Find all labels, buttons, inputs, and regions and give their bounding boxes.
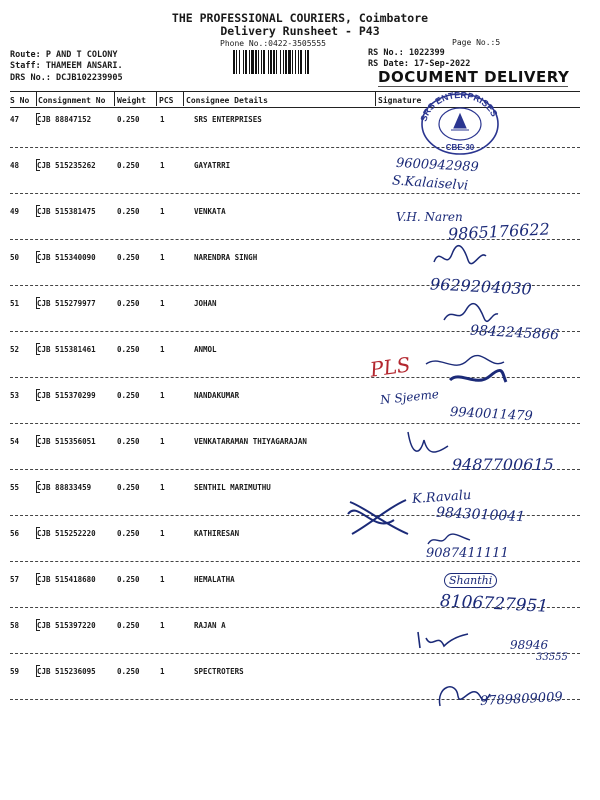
col-divider [183,92,184,106]
drs-number: DRS No.: DCJB102239905 [10,73,123,83]
col-consignee: Consignee Details [186,96,268,105]
cell-consignee: VENKATARAMAN THIYAGARAJAN [194,437,307,446]
stamp-top-text: SRS ENTERPRISES [418,90,500,123]
cell-pcs: 1 [160,115,165,124]
cell-consignee: NARENDRA SINGH [194,253,258,262]
cell-pcs: 1 [160,391,165,400]
handwritten-signature: K.Ravalu [411,487,472,508]
handwritten-signature: N Sjeeme [379,386,440,408]
cell-consignee: VENKATA [194,207,226,216]
cell-sno: 58 [10,621,20,630]
handwritten-phone: 9087411111 [426,546,509,561]
handwritten-phone: 9940011479 [449,404,534,425]
handwritten-scribble [430,244,490,270]
company-stamp [416,90,502,156]
handwritten-phone: 8106727951 [439,591,549,617]
cell-consignment: CJB 515235262 [37,161,96,170]
route: Route: P AND T COLONY [10,50,118,60]
handwritten-phone: 9487700615 [452,455,554,474]
consignment-bracket [36,573,40,585]
cell-consignment: CJB 515356051 [37,437,96,446]
cell-pcs: 1 [160,529,165,538]
row-separator [10,193,580,194]
handwritten-signature: Shanthi [444,573,497,588]
cell-consignee: NANDAKUMAR [194,391,240,400]
consignment-bracket [36,665,40,677]
cell-consignee: SRS ENTERPRISES [194,115,262,124]
cell-consignee: JOHAN [194,299,217,308]
cell-sno: 59 [10,667,20,676]
col-pcs: PCS [159,96,174,105]
cell-weight: 0.250 [117,529,140,538]
cell-consignee: HEMALATHA [194,575,235,584]
cell-pcs: 1 [160,345,165,354]
cell-pcs: 1 [160,207,165,216]
stamp-emblem-icon [451,114,469,130]
handwritten-phone: 9600942989 [395,155,480,176]
cell-consignment: CJB 515279977 [37,299,96,308]
handwritten-phone: 9789809009 [479,689,564,710]
cell-consignment: CJB 515252220 [37,529,96,538]
cell-weight: 0.250 [117,483,140,492]
cell-weight: 0.250 [117,345,140,354]
cell-sno: 52 [10,345,20,354]
row-separator [10,561,580,562]
handwritten-scribble [420,352,510,392]
document-type: DOCUMENT DELIVERY [378,68,570,86]
handwritten-phone: 9629204030 [429,274,533,299]
cell-sno: 56 [10,529,20,538]
col-sno: S No [10,96,30,105]
cell-weight: 0.250 [117,667,140,676]
cell-consignee: ANMOL [194,345,217,354]
cell-consignment: CJB 515381461 [37,345,96,354]
cell-weight: 0.250 [117,115,140,124]
cell-pcs: 1 [160,161,165,170]
col-divider [156,92,157,106]
cell-pcs: 1 [160,483,165,492]
handwritten-cross [344,494,414,540]
col-divider [114,92,115,106]
handwritten-phone: 33555 [536,652,568,663]
cell-consignment: CJB 515418680 [37,575,96,584]
cell-consignment: CJB 515397220 [37,621,96,630]
consignment-bracket [36,435,40,447]
cell-sno: 51 [10,299,20,308]
cell-pcs: 1 [160,299,165,308]
col-divider [375,92,376,106]
cell-consignment: CJB 515370299 [37,391,96,400]
cell-sno: 54 [10,437,20,446]
handwritten-phone: 9842245866 [469,322,560,344]
handwritten-signature: V.H. Naren [396,210,463,224]
rs-number: RS No.: 1022399 [368,48,445,58]
cell-pcs: 1 [160,575,165,584]
cell-pcs: 1 [160,621,165,630]
cell-weight: 0.250 [117,253,140,262]
cell-sno: 55 [10,483,20,492]
cell-pcs: 1 [160,667,165,676]
handwritten-note: PLS [368,352,412,382]
row-separator [10,653,580,654]
consignment-bracket [36,159,40,171]
cell-sno: 47 [10,115,20,124]
cell-weight: 0.250 [117,299,140,308]
staff: Staff: THAMEEM ANSARI. [10,61,123,71]
consignment-bracket [36,113,40,125]
cell-consignment: CJB 88847152 [37,115,92,124]
col-divider [36,92,37,106]
handwritten-phone: 9843010041 [435,504,526,526]
doc-underline [378,86,568,87]
cell-weight: 0.250 [117,621,140,630]
consignment-bracket [36,481,40,493]
cell-weight: 0.250 [117,207,140,216]
handwritten-phone: 98946 [510,638,549,652]
col-consignment: Consignment No [38,96,106,105]
consignment-bracket [36,297,40,309]
cell-sno: 53 [10,391,20,400]
stamp-bottom-text: CBE-30 [445,143,475,152]
cell-consignee: SENTHIL MARIMUTHU [194,483,271,492]
cell-sno: 48 [10,161,20,170]
consignment-bracket [36,343,40,355]
barcode [232,50,358,74]
cell-consignee: GAYATRRI [194,161,231,170]
col-weight: Weight [117,96,146,105]
company-title [0,12,600,38]
cell-weight: 0.250 [117,575,140,584]
cell-weight: 0.250 [117,391,140,400]
col-signature: Signature [378,96,422,105]
handwritten-scribble [412,626,472,652]
consignment-bracket [36,527,40,539]
cell-pcs: 1 [160,253,165,262]
runsheet-line: Delivery Runsheet - P43 [220,24,380,38]
rs-date: RS Date: 17-Sep-2022 [368,59,471,69]
consignment-bracket [36,619,40,631]
cell-pcs: 1 [160,437,165,446]
cell-weight: 0.250 [117,437,140,446]
row-separator [10,423,580,424]
cell-consignment: CJB 515381475 [37,207,96,216]
company-line: THE PROFESSIONAL COURIERS, Coimbatore [171,11,429,25]
cell-consignment: CJB 88833459 [37,483,92,492]
cell-sno: 57 [10,575,20,584]
cell-consignee: KATHIRESAN [194,529,240,538]
consignment-bracket [36,251,40,263]
cell-weight: 0.250 [117,161,140,170]
cell-sno: 50 [10,253,20,262]
phone-number: Phone No.:0422-3505555 [220,39,326,48]
handwritten-phone: 9865176622 [447,219,551,244]
handwritten-scribble [402,426,452,462]
cell-consignment: CJB 515236095 [37,667,96,676]
page-number: Page No.:5 [452,38,501,47]
cell-consignee: RAJAN A [194,621,226,630]
cell-consignee: SPECTROTERS [194,667,244,676]
consignment-bracket [36,205,40,217]
cell-consignment: CJB 515340090 [37,253,96,262]
handwritten-signature: S.Kalaiselvi [391,173,469,194]
consignment-bracket [36,389,40,401]
cell-sno: 49 [10,207,20,216]
